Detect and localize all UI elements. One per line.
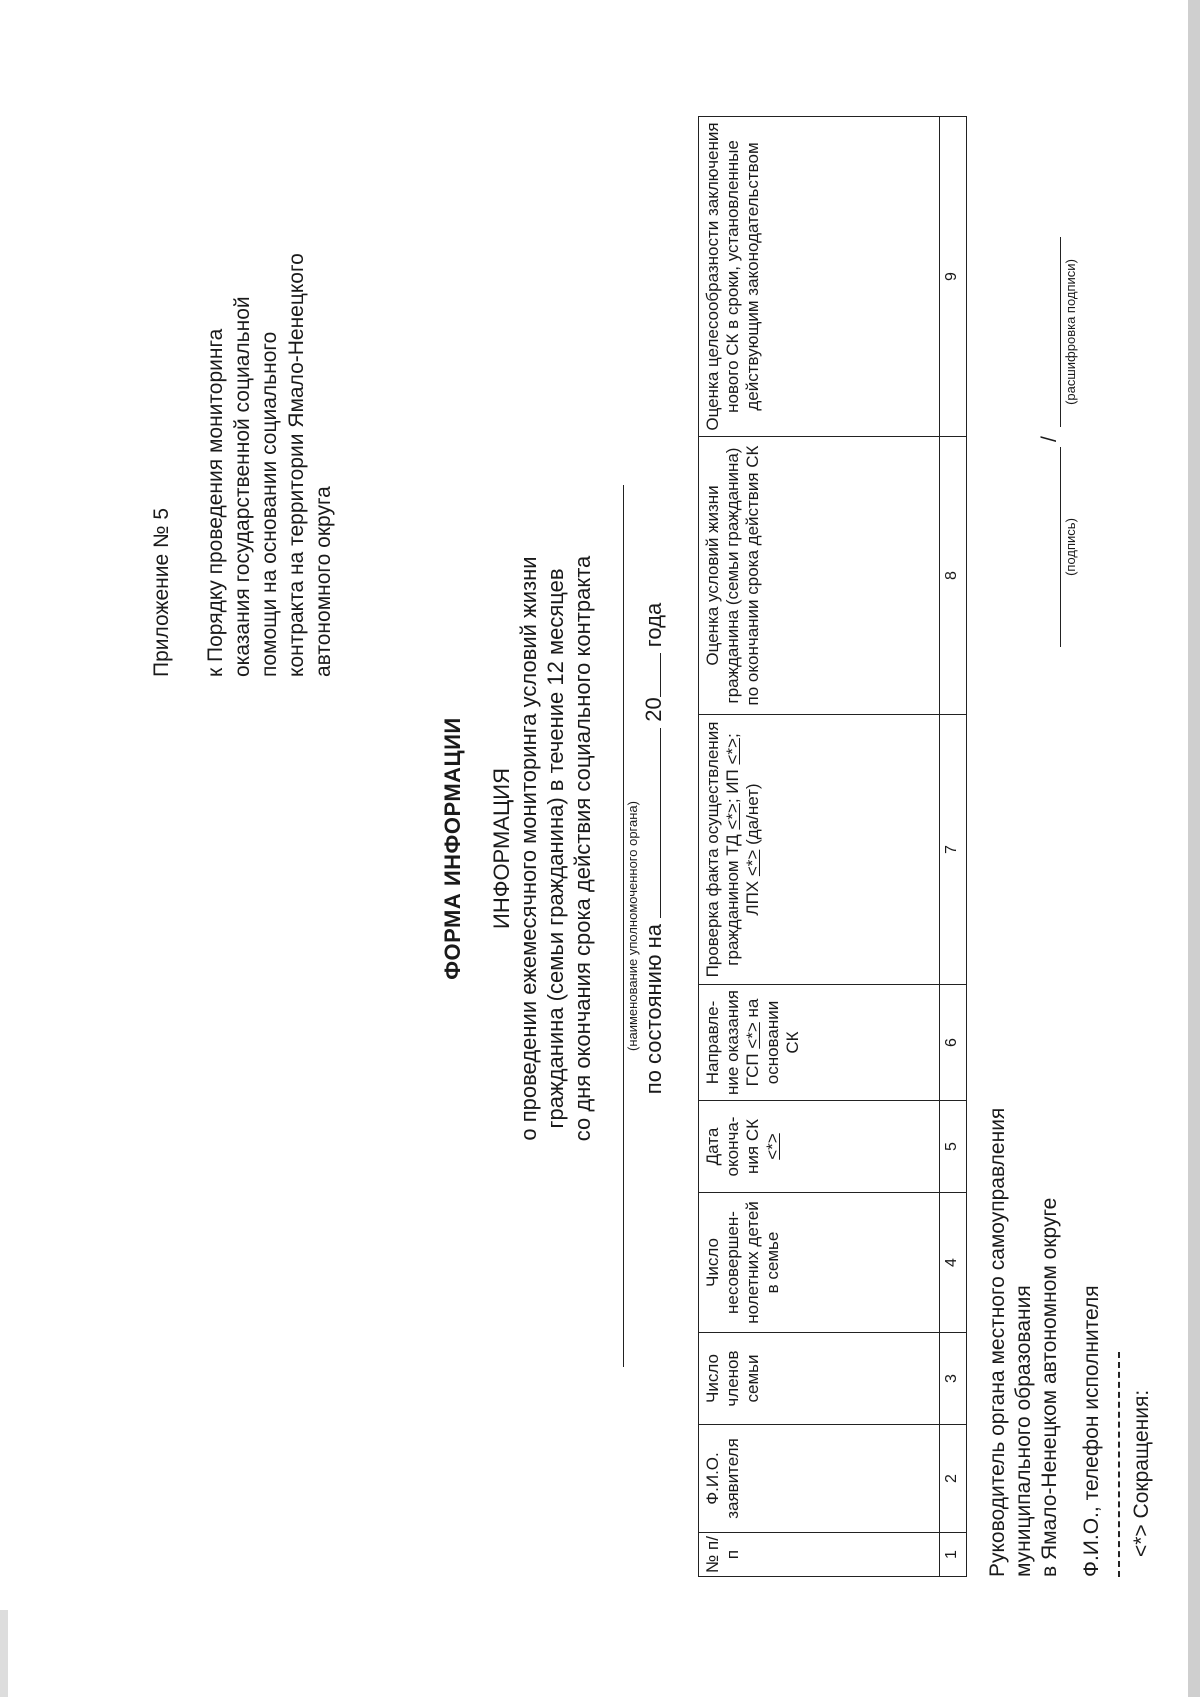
column-number-cell: 8 xyxy=(940,437,967,715)
header-text: ; ИП xyxy=(723,764,742,804)
header-text: Число членов семьи xyxy=(703,1350,762,1407)
head-of-authority xyxy=(985,817,1063,1577)
heading-line: гражданина (семьи гражданина) в течение 12 месяцев xyxy=(543,568,568,1129)
year-suffix: года xyxy=(641,602,666,648)
signature-decode-field-line xyxy=(1060,237,1061,427)
head-line: в Ямало-Ненецком автономном округе xyxy=(1038,1197,1061,1577)
form-title: ФОРМА ИНФОРМАЦИИ xyxy=(440,717,465,980)
appendix-line: к Порядку проведения мониторинга xyxy=(204,328,227,677)
header-text: Проверка факта осуществления гражданином ТД xyxy=(703,721,742,978)
column-number-cell: 3 xyxy=(940,1333,967,1425)
header-text: (да/нет) xyxy=(743,783,762,850)
column-number-cell: 1 xyxy=(940,1533,967,1577)
column-number-cell: 6 xyxy=(940,985,967,1101)
heading-line: со дня окончания срока действия социального контракта xyxy=(570,555,595,1142)
header-text: <*> xyxy=(763,1133,782,1160)
org-name-caption: (наименование уполномоченного органа) xyxy=(625,801,640,1051)
signature-caption: (подпись) xyxy=(1063,518,1078,576)
header-text: на основании СК xyxy=(743,998,802,1085)
column-number-cell: 4 xyxy=(940,1193,967,1333)
header-text: <*> xyxy=(723,738,742,765)
column-number-cell: 5 xyxy=(940,1101,967,1193)
signature-slash: / xyxy=(1038,436,1061,442)
head-line: муниципального образования xyxy=(1012,1285,1035,1577)
signature-field-line xyxy=(1060,447,1061,647)
appendix-number: Приложение № 5 xyxy=(150,507,173,677)
header-text: Число несовершен-нолетних детей в семье xyxy=(703,1201,782,1324)
header-text: Направле-ние оказания ГСП xyxy=(703,990,762,1095)
signature-decode-caption: (расшифровка подписи) xyxy=(1063,259,1078,405)
appendix-line: оказания государственной социальной xyxy=(231,296,254,677)
column-number-cell: 2 xyxy=(940,1425,967,1533)
header-text: ; ЛПХ xyxy=(723,733,762,916)
state-prefix: по состоянию на xyxy=(641,924,666,1095)
column-number-cell: 7 xyxy=(940,715,967,985)
header-text: Оценка условий жизни гражданина (семьи гражданина) по окончании срока действия СК xyxy=(703,445,762,706)
year-prefix: 20 xyxy=(641,697,666,722)
header-text: Оценка целесообразности заключения нового СК в сроки, установленные действующим законодательством xyxy=(703,122,762,431)
header-text: <*> xyxy=(743,849,762,877)
header-text: Ф.И.О. заявителя xyxy=(703,1438,742,1519)
header-text: <*> xyxy=(723,803,742,830)
heading-line: о проведении ежемесячного мониторинга условий жизни xyxy=(516,556,541,1141)
column-number-cell: 9 xyxy=(940,117,967,437)
appendix-line: помощи на основании социального xyxy=(258,331,281,677)
header-text: Дата оконча-ния СК xyxy=(703,1116,762,1177)
header-text: № п/п xyxy=(703,1536,742,1573)
footnote-separator xyxy=(1118,1352,1120,1577)
heading-title: ИНФОРМАЦИЯ xyxy=(489,768,514,929)
header-text: <*> xyxy=(743,1022,762,1049)
head-line: Руководитель органа местного самоуправления xyxy=(986,1107,1009,1577)
appendix-line: контракта на территории Ямало-Ненецкого xyxy=(285,253,308,677)
executor-label: Ф.И.О., телефон исполнителя xyxy=(1080,1285,1103,1577)
abbreviations-label: <*> Сокращения: xyxy=(1130,1389,1153,1557)
appendix-line: автономного округа xyxy=(312,486,335,677)
